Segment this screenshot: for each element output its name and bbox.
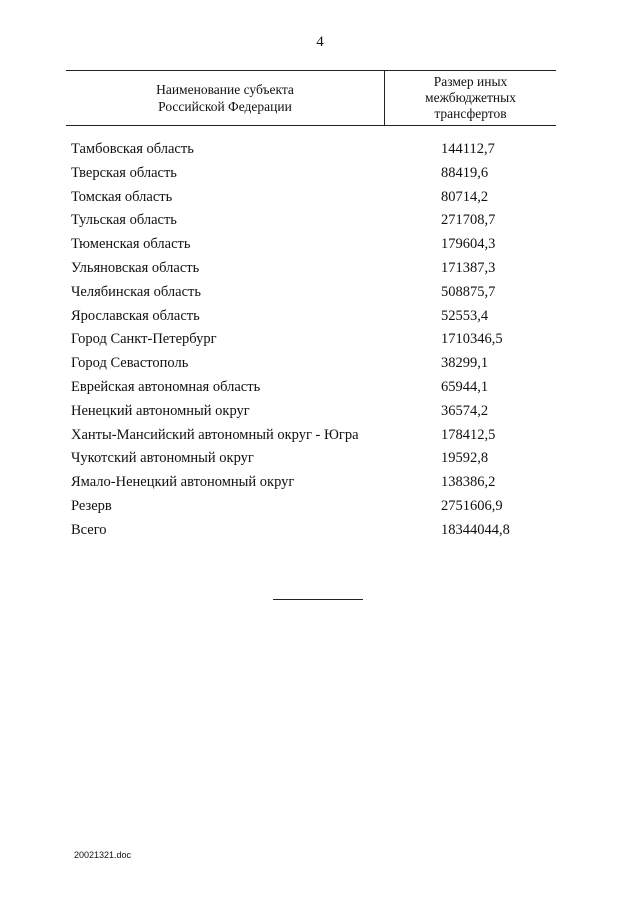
subject-name: Еврейская автономная область — [71, 378, 261, 395]
transfer-amount: 19592,8 — [441, 450, 489, 467]
table-row — [71, 281, 561, 305]
column-header-subject-line: Российской Федерации — [158, 99, 292, 114]
table-body — [71, 138, 561, 543]
table-row — [71, 400, 561, 424]
file-name: 20021321.doc — [74, 850, 132, 860]
table-row — [71, 257, 561, 281]
subject-name: Чукотский автономный округ — [71, 450, 254, 467]
table-row — [71, 162, 561, 186]
transfer-amount: 88419,6 — [441, 164, 489, 181]
end-rule — [273, 599, 363, 600]
transfer-amount: 52553,4 — [441, 307, 489, 324]
column-header-subject-line: Наименование субъекта — [156, 82, 294, 97]
table-row — [71, 471, 561, 495]
subject-name: Всего — [71, 521, 107, 538]
subject-name: Резерв — [71, 497, 112, 514]
subject-name: Ульяновская область — [71, 259, 200, 276]
subject-name: Челябинская область — [71, 283, 201, 300]
transfer-amount: 36574,2 — [441, 402, 489, 419]
table-row — [71, 186, 561, 210]
transfer-amount: 80714,2 — [441, 188, 489, 205]
transfer-amount: 271708,7 — [441, 212, 496, 229]
transfer-amount: 18344044,8 — [441, 521, 510, 538]
table-row — [71, 447, 561, 471]
subject-name: Ханты-Мансийский автономный округ - Югра — [71, 426, 359, 443]
table-row — [71, 519, 561, 543]
column-header-amount-line: межбюджетных — [425, 90, 516, 105]
transfer-amount: 508875,7 — [441, 283, 496, 300]
table-header — [66, 70, 556, 126]
subject-name: Тульская область — [71, 212, 177, 229]
table-row — [71, 305, 561, 329]
transfer-amount: 138386,2 — [441, 474, 496, 491]
transfer-amount: 38299,1 — [441, 355, 489, 372]
transfer-amount: 1710346,5 — [441, 331, 503, 348]
subject-name: Город Санкт-Петербург — [71, 331, 217, 348]
table-row — [71, 495, 561, 519]
column-header-amount — [385, 71, 556, 125]
subject-name: Ямало-Ненецкий автономный округ — [71, 474, 295, 491]
table-row — [71, 424, 561, 448]
subject-name: Город Севастополь — [71, 355, 189, 372]
table-row — [71, 328, 561, 352]
transfer-amount: 144112,7 — [441, 141, 495, 157]
table-row — [71, 352, 561, 376]
column-header-subject — [66, 71, 384, 125]
table-row — [71, 209, 561, 233]
table-row — [71, 138, 561, 162]
transfer-amount: 171387,3 — [441, 259, 496, 276]
subject-name: Ненецкий автономный округ — [71, 402, 250, 419]
transfer-amount: 65944,1 — [441, 378, 489, 395]
subject-name: Тюменская область — [71, 236, 191, 253]
table-row — [71, 376, 561, 400]
column-header-amount-line: Размер иных — [433, 74, 508, 89]
subject-name: Томская область — [71, 188, 173, 205]
transfer-amount: 178412,5 — [441, 426, 496, 443]
transfer-amount: 2751606,9 — [441, 497, 503, 514]
transfer-amount: 179604,3 — [441, 236, 496, 253]
subject-name: Тамбовская область — [71, 141, 194, 157]
table-row — [71, 233, 561, 257]
subject-name: Тверская область — [71, 164, 177, 181]
subject-name: Ярославская область — [71, 307, 200, 324]
page-number: 4 — [316, 34, 324, 50]
column-header-amount-line: трансфертов — [434, 106, 507, 121]
